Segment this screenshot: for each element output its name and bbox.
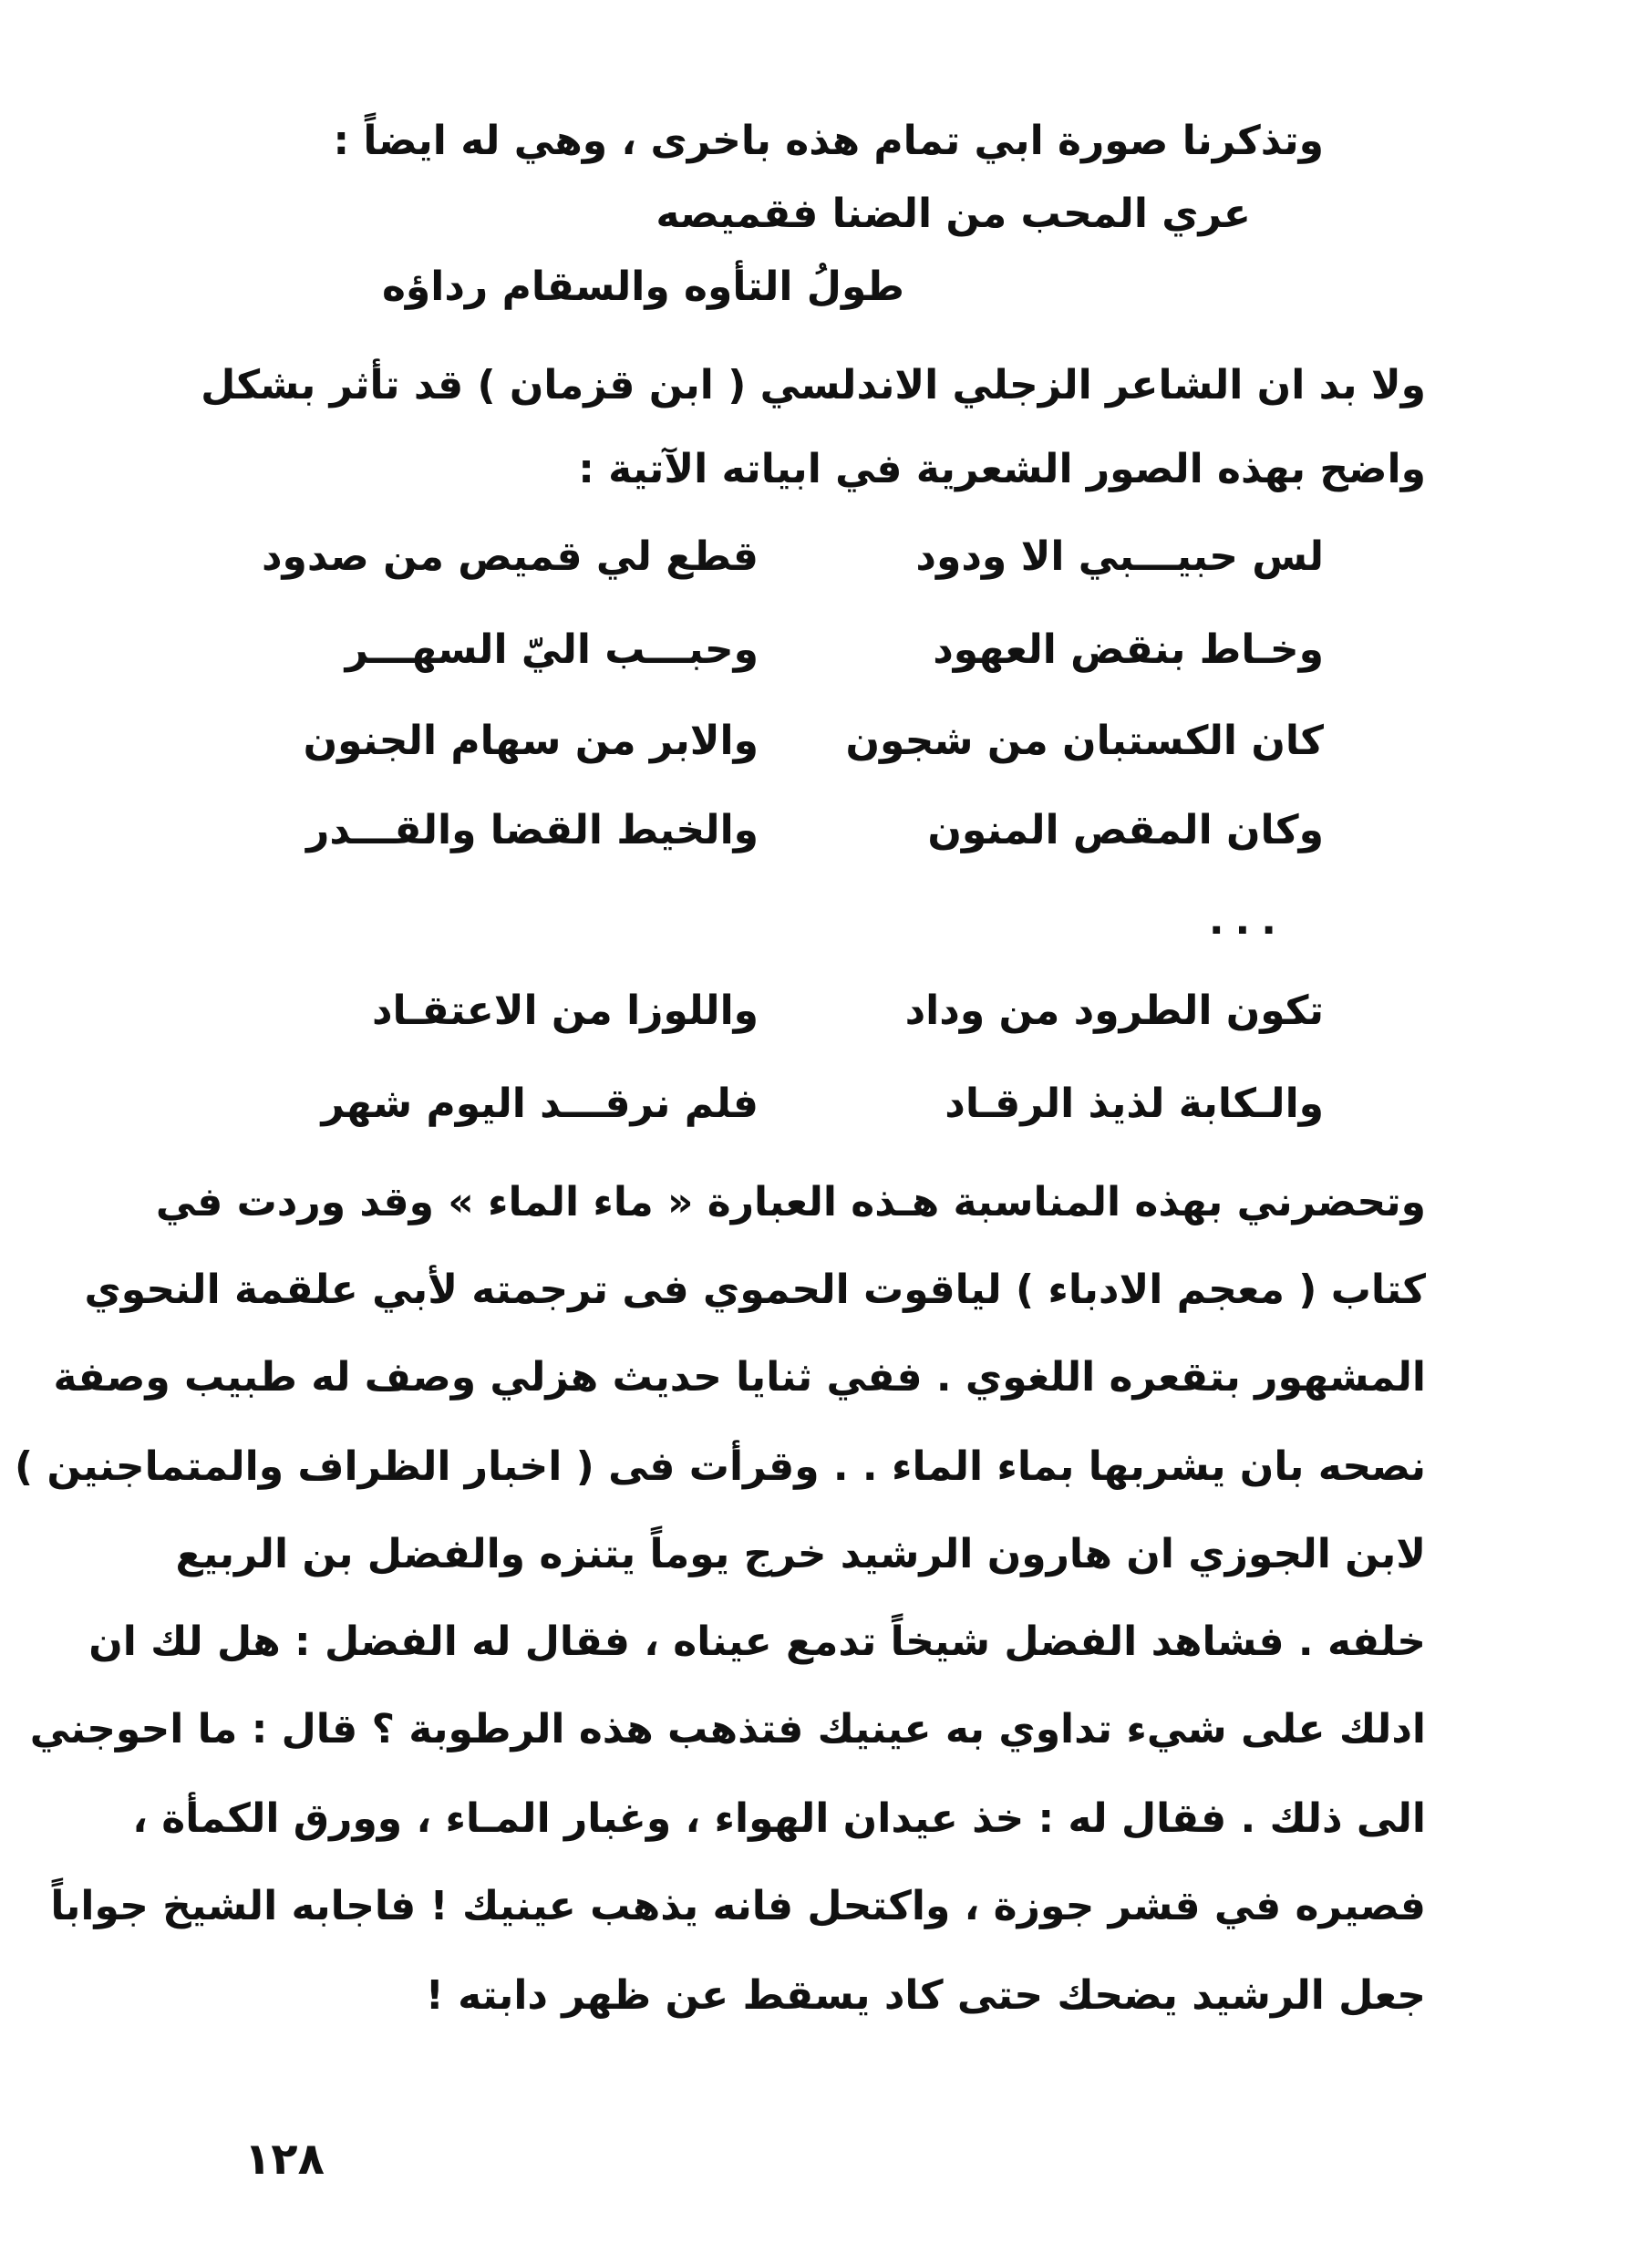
poem-hemistich-right: لس حبيـــبي الا ودود <box>915 533 1324 580</box>
poem-hemistich-right: والـكابة لذيذ الرقـاد <box>945 1080 1324 1127</box>
paragraph-line: جعل الرشيد يضحك حتى كاد يسقط عن ظهر دابته ! <box>425 1972 1426 2019</box>
poem-hemistich-left: قطع لي قميص من صدود <box>261 533 759 580</box>
poem-hemistich-left: واللوزا من الاعتقـاد <box>371 987 759 1034</box>
poem-hemistich-left: فلم نرقـــد اليوم شهر <box>321 1080 759 1127</box>
poem-hemistich-right: وخـاط بنقض العهود <box>933 626 1324 673</box>
paragraph-line: واضح بهذه الصور الشعرية في ابياته الآتية : <box>578 446 1426 492</box>
poem-hemistich-right: تكون الطرود من وداد <box>904 987 1324 1034</box>
intro-line: وتذكرنا صورة ابي تمام هذه باخرى ، وهي له ايضاً : <box>333 118 1324 164</box>
paragraph-line: المشهور بتقعره اللغوي . ففي ثنايا حديث هزلي وصف له طبيب وصفة <box>53 1354 1426 1401</box>
paragraph-line: نصحه بان يشربها بماء الماء . . وقرأت فى ( اخبار الظراف والمتماجنين ) <box>14 1443 1426 1490</box>
paragraph-line: ولا بد ان الشاعر الزجلي الاندلسي ( ابن قزمان ) قد تأثر بشكل <box>201 362 1426 408</box>
paragraph-line: الى ذلك . فقال له : خذ عيدان الهواء ، وغبار المـاء ، وورق الكمأة ، <box>132 1795 1426 1842</box>
paragraph-line: لابن الجوزي ان هارون الرشيد خرج يوماً يتنزه والفضل بن الربيع <box>175 1531 1426 1577</box>
poem-hemistich-left: والابر من سهام الجنون <box>303 718 759 764</box>
paragraph-line: ادلك على شيء تداوي به عينيك فتذهب هذه الرطوبة ؟ قال : ما احوجني <box>29 1706 1426 1753</box>
poem-hemistich-right: وكان المقص المنون <box>927 807 1324 853</box>
paragraph-line: خلفه . فشاهد الفضل شيخاً تدمع عيناه ، فقال له الفضل : هل لك ان <box>88 1618 1426 1665</box>
quoted-verse-second-hemistich: طولُ التأوه والسقام رداؤه <box>381 264 904 310</box>
quoted-verse-first-hemistich: عري المحب من الضنا فقميصه <box>656 191 1251 237</box>
poem-hemistich-left: والخيط القضا والقـــدر <box>305 807 759 853</box>
page-number: ١٢٨ <box>244 2134 325 2185</box>
paragraph-line: وتحضرني بهذه المناسبة هـذه العبارة « ماء الماء » وقد وردت في <box>155 1179 1426 1225</box>
paragraph-line: فصيره في قشر جوزة ، واكتحل فانه يذهب عينيك ! فاجابه الشيخ جواباً <box>50 1883 1426 1929</box>
poem-ellipsis: ... <box>1208 897 1287 944</box>
poem-hemistich-left: وحبـــب اليّ السهـــر <box>345 626 759 673</box>
poem-hemistich-right: كان الكستبان من شجون <box>845 718 1324 764</box>
paragraph-line: كتاب ( معجم الادباء ) لياقوت الحموي فى ترجمته لأبي علقمة النحوي <box>84 1267 1426 1313</box>
